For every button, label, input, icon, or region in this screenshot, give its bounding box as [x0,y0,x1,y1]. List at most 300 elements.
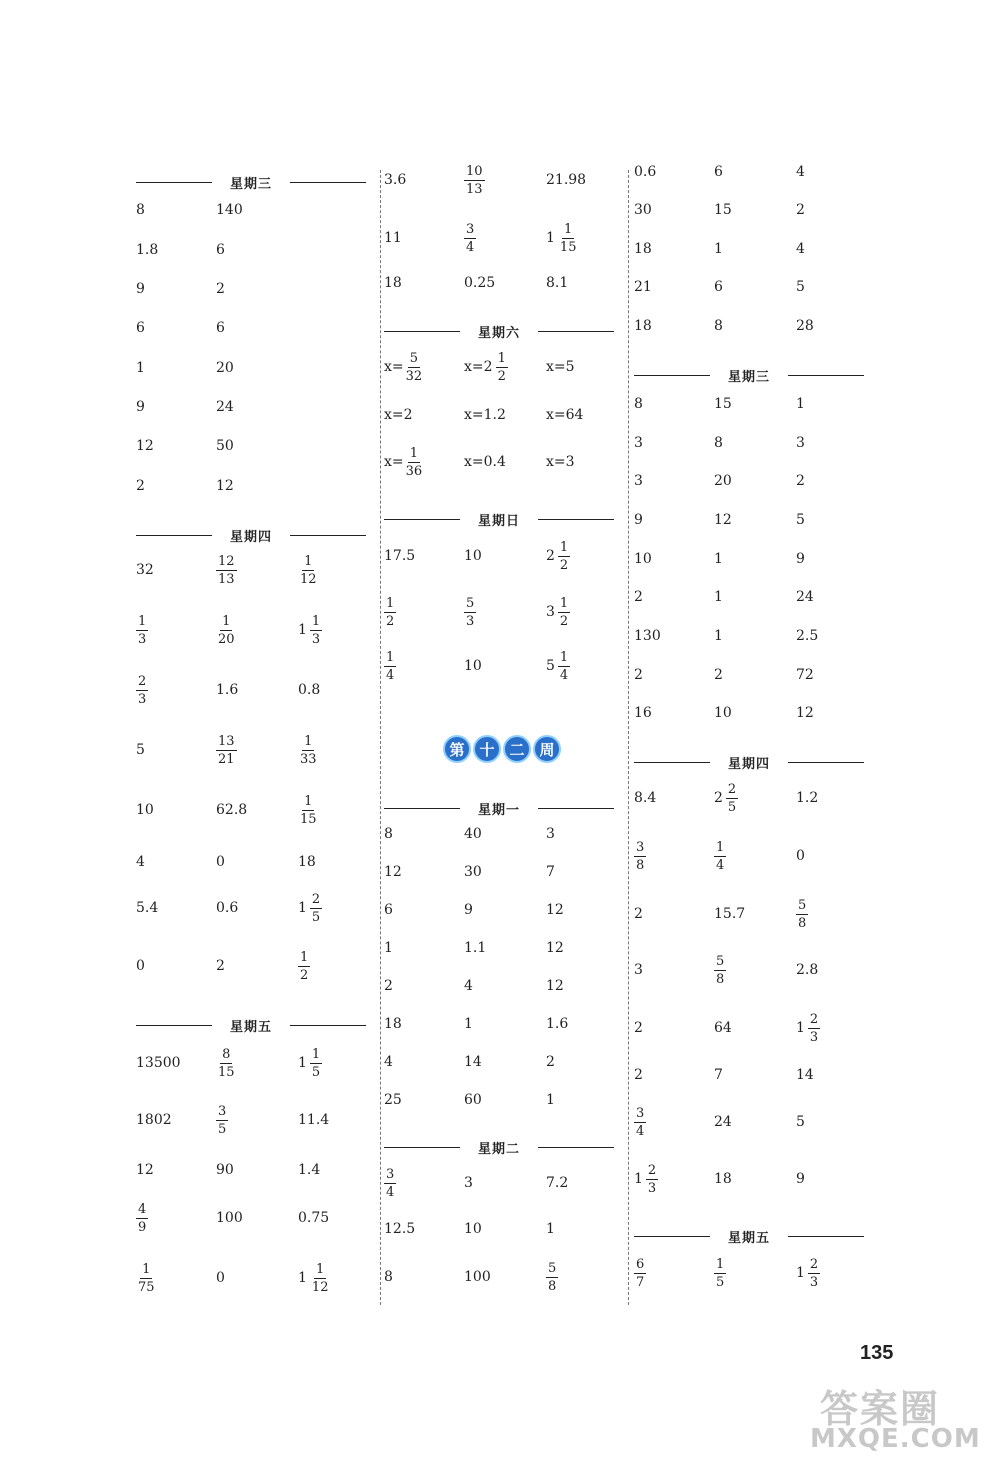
fraction [310,1048,322,1079]
answer-row [634,461,874,501]
answer-row [384,1080,624,1120]
answer-row [384,160,624,200]
answer-row [136,670,376,710]
answer-row [384,1257,624,1297]
fraction-denominator: 3 [311,631,321,647]
heading-rule [290,1025,366,1026]
day-heading [634,1226,864,1246]
answer-value: 12 [216,478,234,494]
answer-value: 3 [796,435,805,451]
day-label: 星期五 [229,1020,272,1035]
answer-row [136,1043,376,1083]
answer-value [546,218,578,258]
answer-row [136,1198,376,1238]
answer-value [714,1253,726,1293]
answer-row [384,928,624,968]
answer-value [714,836,726,876]
answer-value: 9 [796,1171,805,1187]
fraction-denominator: 15 [300,811,317,827]
answer-value: 13500 [136,1055,181,1071]
answer-value: 8 [714,318,723,334]
fraction-denominator: 36 [405,463,423,479]
fraction-denominator: 7 [636,1274,645,1290]
answer-value: 10 [464,658,482,674]
answer-row [384,218,624,258]
answer-value [298,888,322,928]
fraction [558,541,570,572]
fraction-numerator: 1 [304,793,313,809]
fraction [216,555,237,586]
week-banner [443,735,563,763]
answer-value [136,1258,157,1298]
fraction-denominator: 32 [405,368,423,384]
fraction-numerator: 5 [716,953,725,969]
answer-value: 1.1 [464,940,487,956]
answer-value: 2 [634,906,643,922]
answer-value: 1 [464,1016,473,1032]
answer-row [384,814,624,854]
heading-rule [538,808,614,809]
answer-row [384,395,624,435]
fraction-numerator: 1 [559,539,569,555]
fraction [298,795,319,826]
answer-row [136,426,376,466]
answer-value: 18 [634,241,652,257]
day-label: 星期一 [477,803,520,818]
answer-value: 24 [216,399,234,415]
answer-value [298,610,322,650]
answer-value: 1.2 [796,790,819,806]
answer-value [634,1253,646,1293]
fraction-denominator: 2 [497,368,506,384]
answer-value: 1 [546,1221,555,1237]
mixed-whole-part: 2 [483,359,493,375]
answer-row [384,263,624,303]
mixed-whole-part: 2 [546,548,555,564]
answer-value [298,946,310,986]
answer-value: 90 [216,1162,234,1178]
fraction-numerator: 5 [798,897,807,913]
answer-value: 5.4 [136,900,159,916]
fraction-numerator: 1 [497,350,506,366]
answer-value: 2 [216,958,225,974]
answer-value [216,1100,228,1140]
page-number: 135 [860,1342,894,1364]
fraction-numerator: 1 [386,595,395,611]
answer-row [384,646,624,686]
fraction-denominator: 5 [727,799,737,815]
answer-value: x=3 [546,454,575,470]
fraction-numerator: 1 [311,613,321,629]
answer-value: 2 [796,202,805,218]
answer-row [136,1150,376,1190]
mixed-whole-part: 1 [298,900,307,916]
answer-value: 2 [384,978,393,994]
answer-row [136,730,376,770]
fraction-denominator: 5 [311,1064,321,1080]
answer-value: 2 [634,589,643,605]
fraction-numerator: 1 [559,649,569,665]
answer-row [634,1253,874,1293]
answer-value: 15 [714,202,732,218]
day-label: 星期四 [229,530,272,545]
answer-value: 14 [464,1054,482,1070]
answer-value: 21 [634,279,652,295]
answer-value [298,550,319,590]
answer-value [136,670,148,710]
answer-value [298,730,319,770]
mixed-whole-part: 1 [298,622,307,638]
answer-value: 1 [384,940,393,956]
fraction [796,899,808,930]
fraction [216,1105,228,1136]
answer-row [136,308,376,348]
answer-value [464,347,508,387]
answer-value: 2.8 [796,962,819,978]
answer-row [384,1042,624,1082]
answer-row [634,539,874,579]
heading-rule [538,331,614,332]
day-heading [384,1137,614,1157]
answer-value: 8 [384,1269,393,1285]
answer-value: 1.8 [136,242,159,258]
answer-value: 2 [136,478,145,494]
answer-value: x=0.4 [464,454,506,470]
answer-row [634,836,874,876]
answer-value [464,218,476,258]
answer-value: 8 [714,435,723,451]
fraction-numerator: 3 [636,839,645,855]
answer-value: 18 [384,1016,402,1032]
answer-value: 12.5 [384,1221,416,1237]
fraction [310,615,322,646]
answer-value: 14 [796,1067,814,1083]
answer-value [714,778,738,818]
fraction-denominator: 5 [716,1274,725,1290]
answer-row [384,1209,624,1249]
answer-value: 62.8 [216,802,248,818]
fraction-numerator: 1 [559,595,569,611]
answer-value: 0.75 [298,1210,330,1226]
week-banner-char: 二 [503,735,531,763]
answer-row [384,442,624,482]
heading-rule [538,519,614,520]
answer-column-3 [634,0,879,1470]
answer-value: 140 [216,202,243,218]
fraction-denominator: 3 [809,1274,819,1290]
fraction-numerator: 1 [304,733,313,749]
fraction-numerator: 10 [466,163,483,179]
answer-value [216,730,237,770]
fraction-denominator: 13 [466,181,483,197]
fraction-numerator: 1 [304,553,313,569]
answer-value: 12 [384,864,402,880]
week-banner-char: 周 [533,735,561,763]
fraction-numerator: 1 [716,1256,725,1272]
answer-value: 2 [216,281,225,297]
answer-row [634,190,874,230]
fraction [714,1258,726,1289]
answer-value: 100 [464,1269,491,1285]
answer-value: 11 [384,230,402,246]
day-label: 星期三 [727,370,770,385]
answer-value: 3 [546,826,555,842]
fraction [558,223,579,254]
answer-row [384,592,624,632]
answer-value: 30 [634,202,652,218]
fraction-denominator: 2 [559,613,569,629]
day-heading [384,509,614,529]
answer-value [546,592,570,632]
answer-row [634,577,874,617]
fraction-denominator: 5 [218,1121,227,1137]
answer-row [136,348,376,388]
answer-value: 100 [216,1210,243,1226]
answer-value: 25 [384,1092,402,1108]
answer-row [634,616,874,656]
answer-value: 0 [136,958,145,974]
fraction [714,955,726,986]
answer-value: 0 [216,1270,225,1286]
answer-value: 10 [634,551,652,567]
fraction-denominator: 4 [466,239,475,255]
day-label: 星期三 [229,177,272,192]
answer-row [136,790,376,830]
day-heading [634,365,864,385]
fraction-denominator: 5 [311,909,321,925]
fraction-numerator: 1 [311,1046,321,1062]
answer-value: 4 [796,241,805,257]
watermark [805,1378,995,1468]
answer-row [136,1100,376,1140]
answer-prefix: x= [464,359,484,375]
answer-value: 12 [796,705,814,721]
answer-value: 0 [796,848,805,864]
answer-value [546,1257,558,1297]
answer-value: 0.6 [634,164,657,180]
answer-value: 12 [546,902,564,918]
day-heading [136,1015,366,1035]
fraction [558,651,570,682]
fraction-denominator: 3 [138,631,147,647]
answer-value: 12 [136,1162,154,1178]
day-heading [384,321,614,341]
answer-value: 8.4 [634,790,657,806]
answer-value [384,442,424,482]
answer-value: 16 [634,705,652,721]
day-label: 星期五 [727,1231,770,1246]
answer-value: 1 [546,1092,555,1108]
fraction [136,615,148,646]
fraction [808,1013,820,1044]
watermark-url: MXQE.COM [810,1424,981,1454]
answer-value: 10 [464,548,482,564]
answer-value [634,1102,646,1142]
answer-row [634,778,874,818]
week-banner-char: 第 [443,735,471,763]
answer-value: 60 [464,1092,482,1108]
fraction [404,352,425,383]
fraction-denominator: 2 [386,613,395,629]
answer-value: 64 [714,1020,732,1036]
answer-value [714,950,726,990]
answer-row [136,550,376,590]
day-heading [634,752,864,772]
fraction-numerator: 2 [809,1011,819,1027]
heading-rule [788,1236,864,1237]
fraction [546,1262,558,1293]
fraction-denominator: 8 [636,857,645,873]
fraction-numerator: 2 [647,1162,657,1178]
answer-value: 40 [464,826,482,842]
answer-row [634,1159,874,1199]
answer-value [384,646,396,686]
answer-value: 6 [714,279,723,295]
fraction [558,597,570,628]
answer-row [634,1008,874,1048]
answer-row [634,1055,874,1095]
answer-row [634,500,874,540]
answer-value: 3 [634,962,643,978]
answer-value: 7 [546,864,555,880]
answer-value: 1 [714,551,723,567]
fraction-numerator: 1 [316,1261,325,1277]
answer-value: 9 [136,399,145,415]
fraction [384,1168,396,1199]
fraction-denominator: 33 [300,751,317,767]
answer-value: 0.6 [216,900,239,916]
answer-value: 28 [796,318,814,334]
fraction-numerator: 1 [142,1261,151,1277]
answer-value: 2 [634,1020,643,1036]
answer-value: 10 [464,1221,482,1237]
fraction [384,651,396,682]
fraction-numerator: 1 [716,839,725,855]
answer-value: 17.5 [384,548,416,564]
fraction [808,1258,820,1289]
answer-column-1 [136,0,381,1470]
answer-value [298,1258,330,1298]
fraction-numerator: 1 [386,649,395,665]
fraction-numerator: 1 [222,613,231,629]
answer-value: 24 [796,589,814,605]
answer-row [634,693,874,733]
answer-value: 0.25 [464,275,496,291]
fraction-numerator: 1 [409,445,419,461]
day-heading [136,525,366,545]
answer-value: 12 [136,438,154,454]
heading-rule [290,535,366,536]
answer-row [634,423,874,463]
fraction [136,1203,148,1234]
answer-value: 0.8 [298,682,321,698]
answer-row [634,267,874,307]
answer-value [634,836,646,876]
answer-value: 1.4 [298,1162,321,1178]
fraction-denominator: 2 [559,557,569,573]
answer-value: 10 [136,802,154,818]
answer-value: 4 [796,164,805,180]
answer-value: 12 [546,978,564,994]
fraction [634,1258,646,1289]
fraction-denominator: 21 [218,751,235,767]
answer-row [136,888,376,928]
answer-value: 5 [796,512,805,528]
fraction [298,735,319,766]
answer-value [298,790,319,830]
column-divider [380,170,381,1305]
heading-rule [788,762,864,763]
answer-value [136,1198,148,1238]
fraction-denominator: 8 [798,915,807,931]
answer-value [384,592,396,632]
answer-value [796,1253,820,1293]
fraction-denominator: 4 [636,1123,645,1139]
answer-value: 130 [634,628,661,644]
mixed-whole-part: 5 [546,658,555,674]
fraction [404,447,425,478]
answer-row [384,966,624,1006]
fraction-denominator: 3 [809,1029,819,1045]
fraction-numerator: 12 [218,553,235,569]
answer-value: x=5 [546,359,575,375]
answer-row [384,536,624,576]
answer-prefix: x= [384,359,404,375]
answer-value: 2.5 [796,628,819,644]
answer-row [634,655,874,695]
answer-value: 50 [216,438,234,454]
fraction-numerator: 3 [466,221,475,237]
fraction-denominator: 2 [300,967,309,983]
fraction-denominator: 4 [386,1184,395,1200]
fraction [464,165,485,196]
answer-value: 4 [464,978,473,994]
fraction [310,893,322,924]
answer-value: 6 [216,242,225,258]
answer-value: 6 [216,320,225,336]
day-heading [136,172,366,192]
fraction-numerator: 1 [138,613,147,629]
answer-row [136,842,376,882]
mixed-whole-part: 1 [796,1265,805,1281]
fraction-numerator: 5 [548,1260,557,1276]
answer-value: x=64 [546,407,584,423]
answer-value: 6 [714,164,723,180]
fraction-denominator: 4 [716,857,725,873]
answer-value [216,610,237,650]
fraction-numerator: 13 [218,733,235,749]
answer-value [464,592,476,632]
fraction-denominator: 3 [138,691,147,707]
fraction [136,675,148,706]
fraction-numerator: 2 [809,1256,819,1272]
answer-row [384,852,624,892]
answer-value: 3.6 [384,172,407,188]
answer-value: 10 [714,705,732,721]
answer-value: 32 [136,562,154,578]
answer-row [634,152,874,192]
answer-row [634,894,874,934]
answer-prefix: x= [384,454,404,470]
fraction [216,1048,237,1079]
fraction [464,597,476,628]
fraction-denominator: 12 [311,1279,329,1295]
fraction-numerator: 2 [138,673,147,689]
answer-value: 18 [714,1171,732,1187]
fraction [384,597,396,628]
mixed-whole-part: 3 [546,604,555,620]
fraction [726,783,738,814]
